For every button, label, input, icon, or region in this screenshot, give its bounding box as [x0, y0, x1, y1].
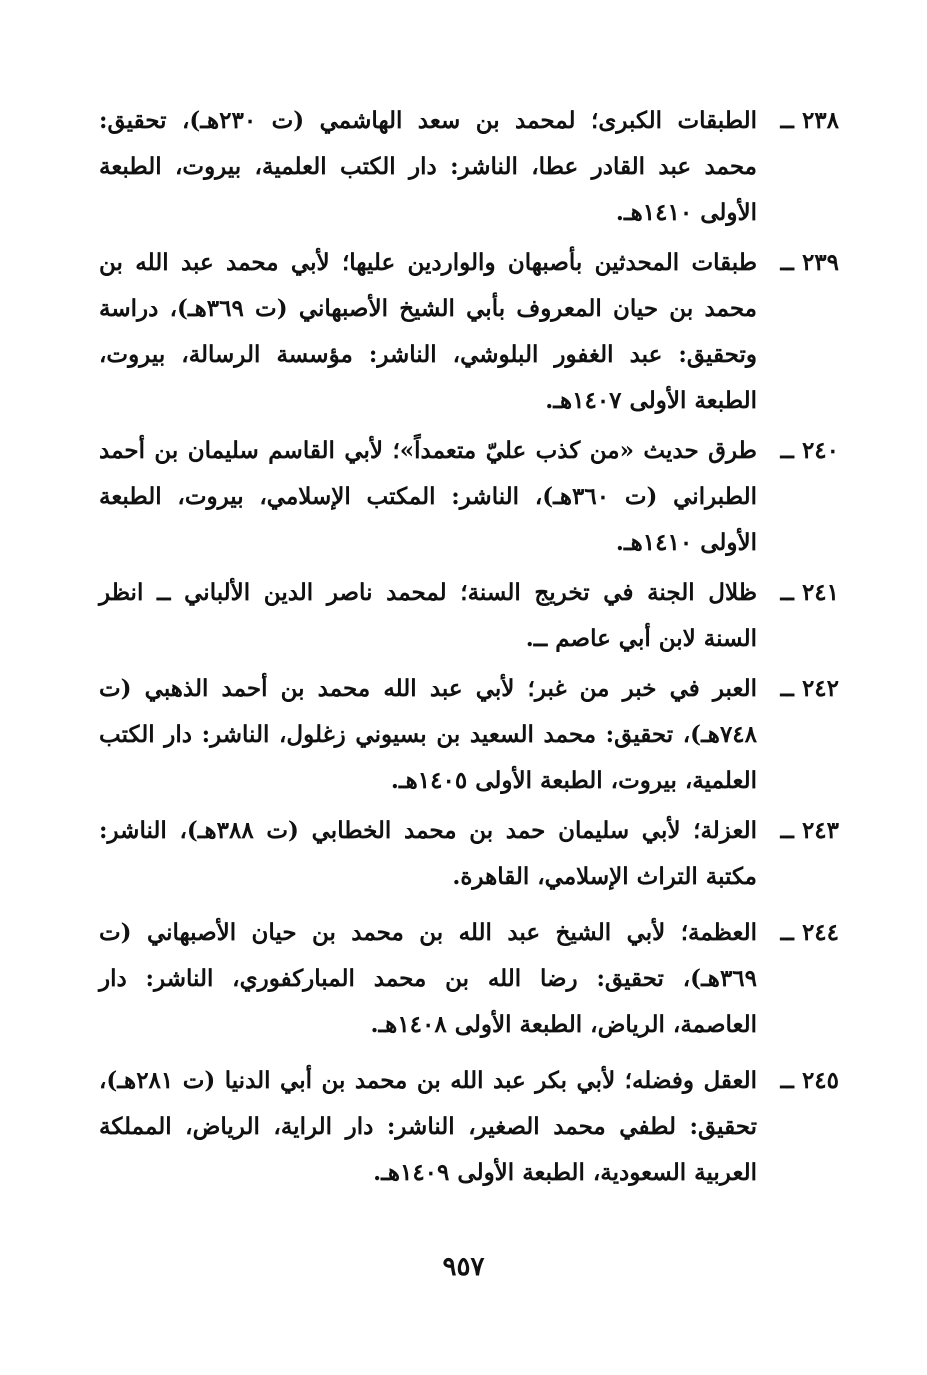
- entry-number: ٢٤٣ ــ: [780, 817, 839, 844]
- entry-number: ٢٤١ ــ: [780, 579, 839, 606]
- bibliography-entry: [99, 98, 839, 236]
- entry-text: العقل وفضله؛ لأبي بكر عبد الله بن محمد بن أبي الدنيا (ت ٢٨١هـ)، تحقيق: لطفي محمد الصغير، الناشر: دار الراية، الرياض، المملكة العربية السعودية، الطبعة الأولى ١٤٠٩هـ.: [99, 1067, 757, 1186]
- bibliography-entry: [99, 428, 839, 566]
- bibliography-entry: [99, 570, 839, 662]
- entry-number: ٢٤٥ ــ: [780, 1067, 839, 1094]
- bibliography-entry: [99, 666, 839, 804]
- entry-number: ٢٤٤ ــ: [780, 919, 839, 946]
- entry-text: ظلال الجنة في تخريج السنة؛ لمحمد ناصر الدين الألباني ــ انظر السنة لابن أبي عاصم ــ.: [99, 579, 757, 652]
- bibliography-list: [99, 98, 839, 1196]
- entry-text: طبقات المحدثين بأصبهان والواردين عليها؛ لأبي محمد عبد الله بن محمد بن حيان المعروف بأبي الشيخ الأصبهاني (ت ٣٦٩هـ)، دراسة وتحقيق: عبد الغفور البلوشي، الناشر: مؤسسة الرسالة، بيروت، الطبعة الأولى ١٤٠٧هـ.: [99, 249, 757, 414]
- entry-number: ٢٤٢ ــ: [780, 675, 839, 702]
- entry-text: العبر في خبر من غبر؛ لأبي عبد الله محمد بن أحمد الذهبي (ت ٧٤٨هـ)، تحقيق: محمد السعيد بن بسيوني زغلول، الناشر: دار الكتب العلمية، بيروت، الطبعة الأولى ١٤٠٥هـ.: [99, 675, 757, 794]
- bibliography-entry: [99, 240, 839, 424]
- entry-number: ٢٤٠ ــ: [780, 437, 839, 464]
- bibliography-entry: [99, 910, 839, 1048]
- entry-number: ٢٣٩ ــ: [780, 249, 839, 276]
- bibliography-entry: [99, 1058, 839, 1196]
- entry-number: ٢٣٨ ــ: [780, 107, 839, 134]
- entry-text: طرق حديث «من كذب عليّ متعمداً»؛ لأبي القاسم سليمان بن أحمد الطبراني (ت ٣٦٠هـ)، الناشر: المكتب الإسلامي، بيروت، الطبعة الأولى ١٤١٠هـ.: [99, 437, 757, 556]
- entry-text: الطبقات الكبرى؛ لمحمد بن سعد الهاشمي (ت ٢٣٠هـ)، تحقيق: محمد عبد القادر عطا، الناشر: دار الكتب العلمية، بيروت، الطبعة الأولى ١٤١٠هـ.: [99, 107, 757, 226]
- page-number: ٩٥٧: [442, 1252, 485, 1282]
- bibliography-entry: [99, 808, 839, 900]
- entry-text: العزلة؛ لأبي سليمان حمد بن محمد الخطابي (ت ٣٨٨هـ)، الناشر: مكتبة التراث الإسلامي، القاهرة.: [99, 817, 757, 890]
- entry-text: العظمة؛ لأبي الشيخ عبد الله بن محمد بن حيان الأصبهاني (ت ٣٦٩هـ)، تحقيق: رضا الله بن محمد المباركفوري، الناشر: دار العاصمة، الرياض، الطبعة الأولى ١٤٠٨هـ.: [99, 919, 757, 1038]
